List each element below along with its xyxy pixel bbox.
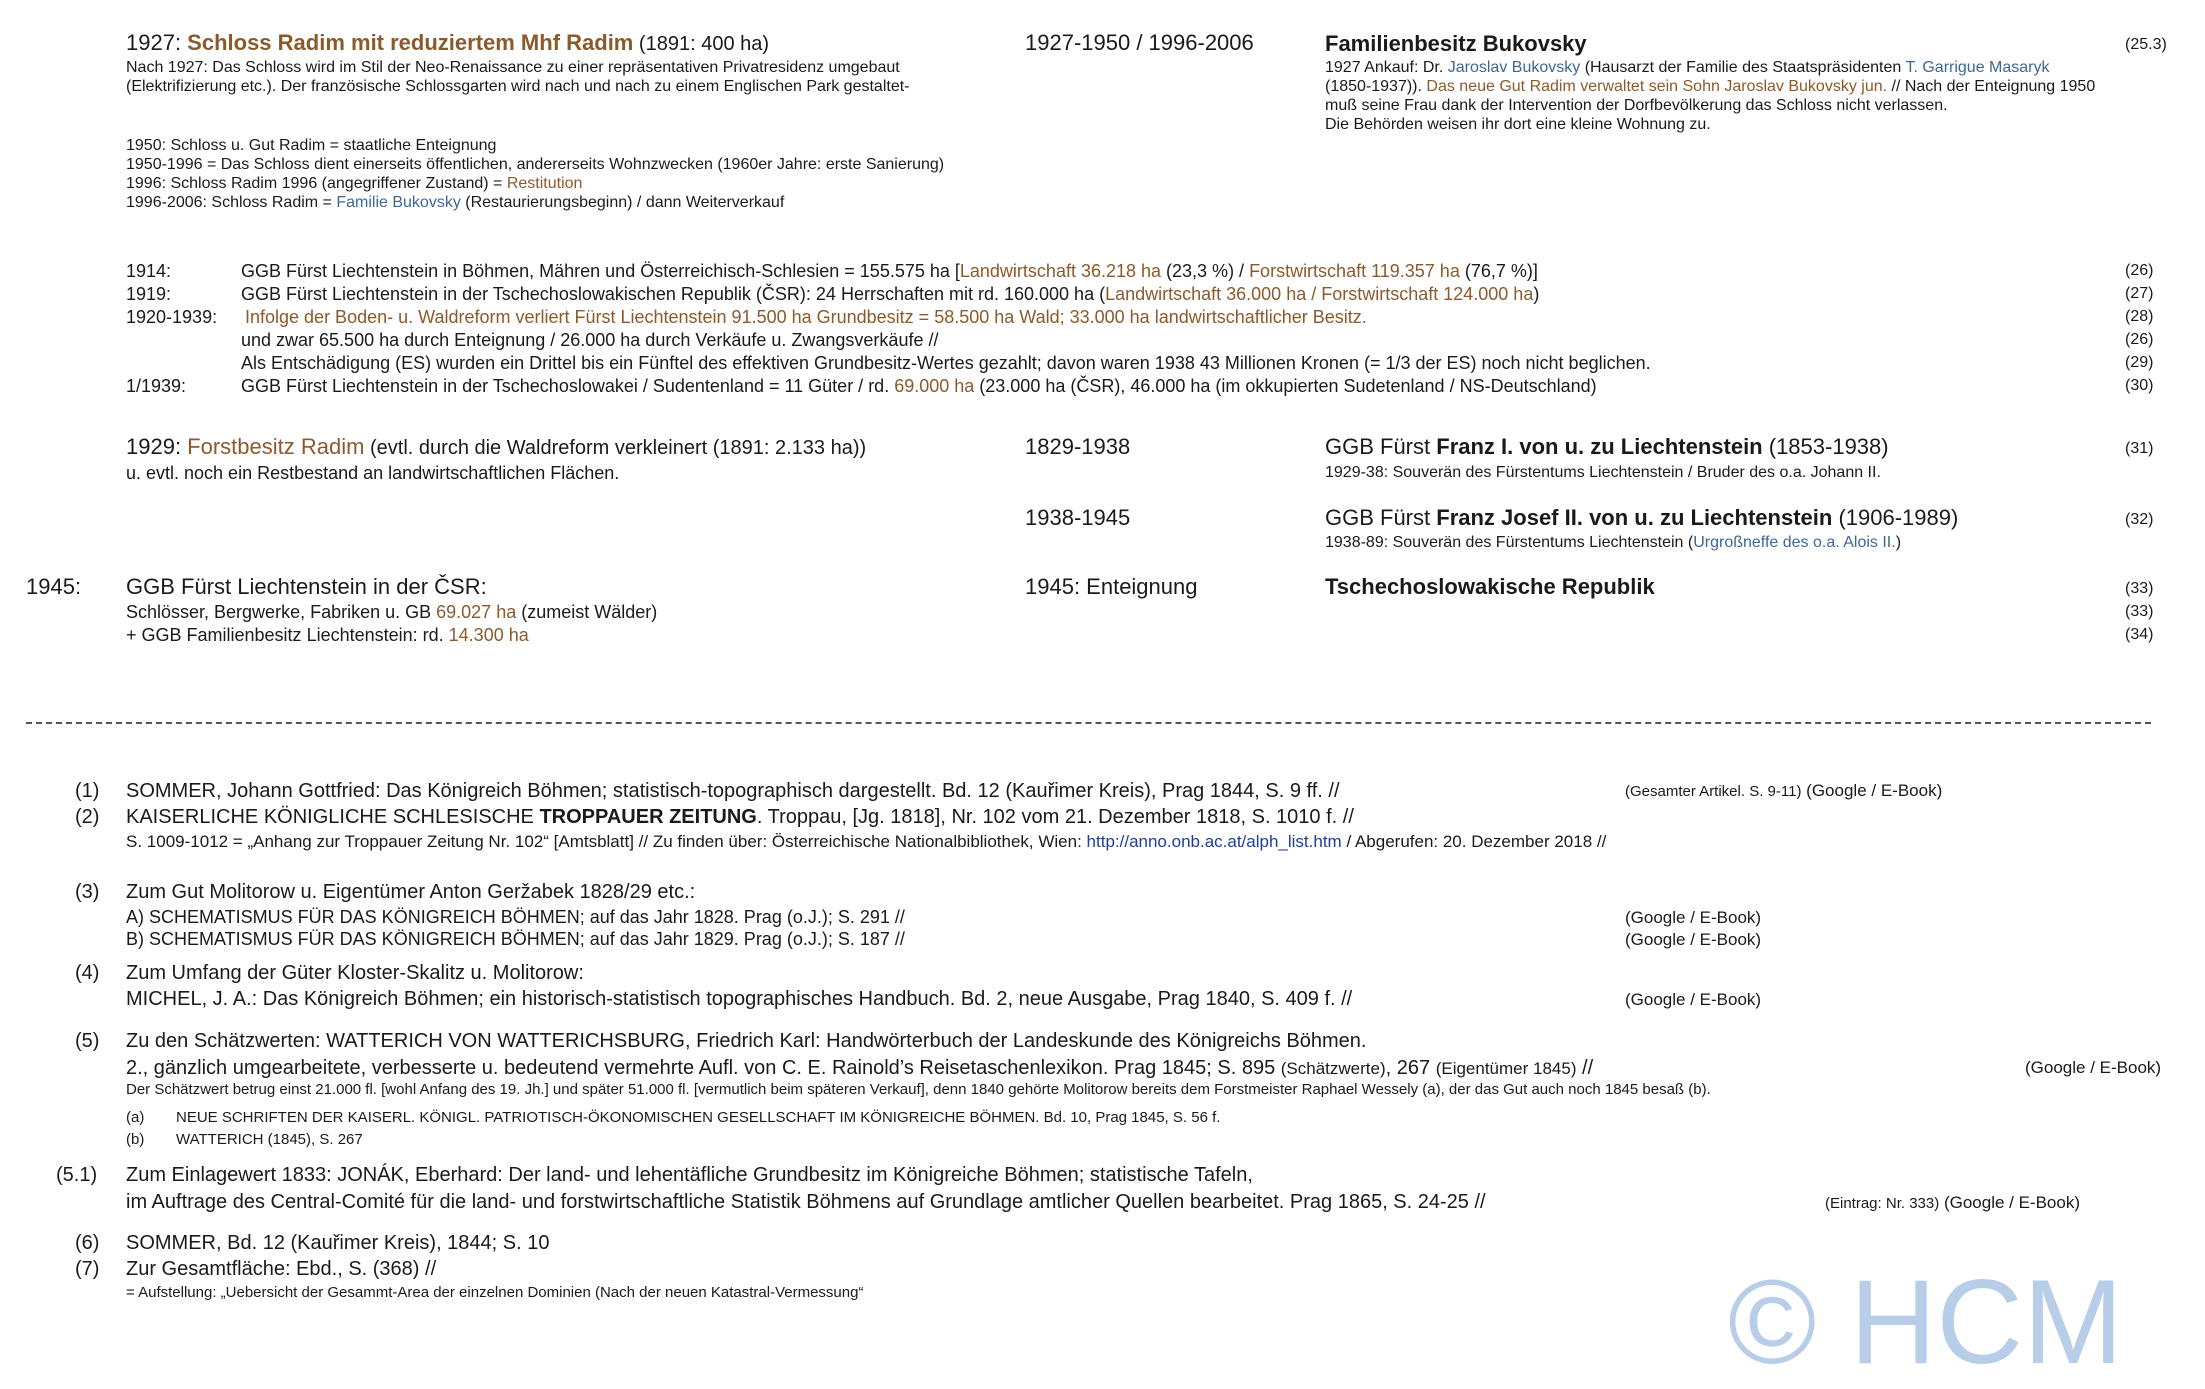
copyright-watermark: © HCM [1728,1255,2124,1389]
reference-number: (31) [2125,440,2154,457]
ref-number: (2) [75,806,100,828]
ref-footnote: NEUE SCHRIFTEN DER KAISERL. KÖNIGL. PATRIOTISCH-ÖKONOMISCHEN GESELLSCHAFT IM KÖNIGREICHE BÖHMEN. Bd. 10, Prag 1845, S. 56 f. [176,1109,1221,1126]
reference-number: (33) [2125,580,2154,597]
owner-sub: 1938-89: Souverän des Fürstentums Liechtenstein (Urgroßneffe des o.a. Alois II.) [1325,534,1902,551]
row-year: 1914: [126,261,172,281]
owner-description: 1927 Ankauf: Dr. Jaroslav Bukovsky (Hausarzt der Familie des Staatspräsidenten T. Garrigue Masaryk (1850-1937)). Das neue Gut Radim verwaltet sein Sohn Jaroslav Bukovsky jun. // Nach der Enteignung 1950 muß seine Frau dank der Intervention der Dorfbevölkerung das Schloss nicht verlassen. Die Behörden weisen ihr dort eine kleine Wohnung zu. [1325,59,2096,133]
ref-text: MICHEL, J. A.: Das Königreich Böhmen; ein historisch-statistisch topographisches Handbuch. Bd. 2, neue Ausgabe, Prag 1840, S. 409 f. // [126,988,1353,1010]
reference-number: (33) [2125,603,2154,620]
owner-name: Tschechoslowakische Republik [1325,574,1655,599]
ref-text: im Auftrage des Central-Comité für die land- und forstwirtschaftliche Statistik Böhmens auf Grundlage amtlicher Quellen bearbeitet. Prag 1865, S. 24-25 // [126,1191,1486,1213]
row-text: GGB Fürst Liechtenstein in Böhmen, Mähren und Österreichisch-Schlesien = 155.575 ha [Landwirtschaft 36.218 ha (23,3 %) / Forstwirtschaft 119.357 ha (76,7 %)] [241,261,1538,281]
ref-number: (5.1) [56,1164,98,1186]
history-line: 1950-1996 = Das Schloss dient einerseits öffentlichen, andererseits Wohnzwecken (1960er Jahre: erste Sanierung) [126,156,945,173]
ref-number: (3) [75,881,100,903]
owner-name: Familienbesitz Bukovsky [1325,31,1587,56]
row-text: GGB Fürst Liechtenstein in der Tschechoslowakischen Republik (ČSR): 24 Herrschaften mit rd. 160.000 ha (Landwirtschaft 36.000 ha / Forstwirtschaft 124.000 ha) [241,284,1540,304]
row-text: Als Entschädigung (ES) wurden ein Drittel bis ein Fünftel des effektiven Grundbesitz-Wertes gezahlt; davon waren 1938 43 Millionen Kronen (= 1/3 der ES) noch nicht beglichen. [241,353,1651,373]
ref-subtext: S. 1009-1012 = „Anhang zur Troppauer Zeitung Nr. 102“ [Amtsblatt] // Zu finden über: Österreichische Nationalbibliothek, Wien: http://anno.onb.ac.at/alph_list.htm / Abgerufen: 20. Dezember 2018 // [126,832,1607,851]
year-label: 1945: [26,574,82,599]
ref-text: Zum Einlagewert 1833: JONÁK, Eberhard: Der land- und lehentäfliche Grundbesitz im Königreiche Böhmen; statistische Tafeln, [126,1164,1253,1186]
ref-footnote-label: (a) [126,1109,145,1126]
reference-number: (29) [2125,354,2154,371]
ref-footnote: WATTERICH (1845), S. 267 [176,1131,363,1148]
section-1929-sub: u. evtl. noch ein Restbestand an landwirtschaftlichen Flächen. [126,463,620,483]
ref-text: KAISERLICHE KÖNIGLICHE SCHLESISCHE TROPPAUER ZEITUNG. Troppau, [Jg. 1818], Nr. 102 vom 21. Dezember 1818, S. 1010 f. // [126,806,1354,828]
section-1945-heading: GGB Fürst Liechtenstein in der ČSR: [126,574,487,599]
ref-number: (6) [75,1232,100,1254]
owner-period: 1938-1945 [1025,505,1131,530]
ref-text: Zum Umfang der Güter Kloster-Skalitz u. Molitorow: [126,962,584,984]
row-text: GGB Fürst Liechtenstein in der Tschechoslowakei / Sudentenland = 11 Güter / rd. 69.000 ha (23.000 ha (ČSR), 46.000 ha (im okkupierten Sudetenland / NS-Deutschland) [241,376,1597,396]
owner-name: GGB Fürst Franz I. von u. zu Liechtenstein (1853-1938) [1325,434,1889,459]
ref-text: Zur Gesamtfläche: Ebd., S. (368) // [126,1258,437,1280]
ref-subtext: A) SCHEMATISMUS FÜR DAS KÖNIGREICH BÖHMEN; auf das Jahr 1828. Prag (o.J.); S. 291 // [126,907,905,927]
row-year: 1919: [126,284,172,304]
source-link[interactable]: http://anno.onb.ac.at/alph_list.htm [1086,832,1342,851]
section-1945-line: + GGB Familienbesitz Liechtenstein: rd. 14.300 ha [126,625,529,645]
section-1927-desc [126,58,909,96]
reference-number: (26) [2125,262,2154,279]
reference-number: (34) [2125,626,2154,643]
ref-source: (Google / E-Book) [2025,1058,2162,1077]
ref-source: (Gesamter Artikel. S. 9-11) (Google / E-Book) [1625,781,1943,800]
ref-text: Zum Gut Molitorow u. Eigentümer Anton Geržabek 1828/29 etc.: [126,881,696,903]
row-year: 1/1939: [126,376,187,396]
later-history [126,136,944,212]
ref-text: SOMMER, Bd. 12 (Kauřimer Kreis), 1844; S. 10 [126,1232,550,1254]
section-1927-heading [126,30,769,56]
ref-text: 2., gänzlich umgearbeitete, verbesserte u. bedeutend vermehrte Aufl. von C. E. Rainold’s Reisetaschenlexikon. Prag 1845; S. 895 (Schätzwerte), 267 (Eigentümer 1845) // [126,1057,1594,1079]
history-line: 1996: Schloss Radim 1996 (angegriffener Zustand) = Restitution [126,175,583,192]
ref-number: (5) [75,1030,100,1052]
owner-period: 1829-1938 [1025,434,1131,459]
year-label: 1927: [126,30,188,55]
ref-source: (Eintrag: Nr. 333) (Google / E-Book) [1825,1193,2080,1212]
ref-number: (4) [75,962,100,984]
owner-period: 1927-1950 / 1996-2006 [1025,30,1254,55]
ref-subtext: = Aufstellung: „Uebersicht der Gesammt-Area der einzelnen Dominien (Nach der neuen Katastral-Vermessung“ [126,1284,864,1301]
reference-number: (26) [2125,331,2154,348]
reference-number: (28) [2125,308,2154,325]
ref-source: (Google / E-Book) [1625,990,1762,1009]
reference-number: (27) [2125,285,2154,302]
desc-line: (Elektrifizierung etc.). Der französische Schlossgarten wird nach und nach zu einem Englischen Park gestaltet- [126,78,910,95]
ref-text: SOMMER, Johann Gottfried: Das Königreich Böhmen; statistisch-topographisch dargestellt. Bd. 12 (Kauřimer Kreis), Prag 1844, S. 9 ff. // [126,780,1340,802]
area-note: (1891: 400 ha) [633,33,770,55]
ref-number: (1) [75,780,100,802]
history-line: 1996-2006: Schloss Radim = Familie Bukovsky (Restaurierungsbeginn) / dann Weiterverkauf [126,194,785,211]
ref-text: Zu den Schätzwerten: WATTERICH VON WATTERICHSBURG, Friedrich Karl: Handwörterbuch der Landeskunde des Königreichs Böhmen. [126,1030,1367,1052]
estate-title: Schloss Radim mit reduziertem Mhf Radim [187,30,634,55]
ref-subtext: Der Schätzwert betrug einst 21.000 fl. [wohl Anfang des 19. Jh.] und später 51.000 fl. [vermutlich beim späteren Verkauf], denn 1840 gehörte Molitorow bereits dem Forstmeister Raphael Wessely (a), der das Gut auch noch 1845 besaß (b). [126,1081,1711,1098]
owner-period: 1945: Enteignung [1025,574,1198,599]
desc-line: Nach 1927: Das Schloss wird im Stil der Neo-Renaissance zu einer repräsentativen Privatresidenz umgebaut [126,59,900,76]
row-year: 1920-1939: [126,307,218,327]
ref-source: (Google / E-Book) [1625,930,1762,949]
ref-source: (Google / E-Book) [1625,908,1762,927]
section-divider [26,722,2151,724]
owner-sub: 1929-38: Souverän des Fürstentums Liechtenstein / Bruder des o.a. Johann II. [1325,464,1881,481]
reference-number: (25.3) [2125,36,2167,53]
owner-name: GGB Fürst Franz Josef II. von u. zu Liechtenstein (1906-1989) [1325,505,1959,530]
ref-subtext: B) SCHEMATISMUS FÜR DAS KÖNIGREICH BÖHMEN; auf das Jahr 1829. Prag (o.J.); S. 187 // [126,929,905,949]
history-line: 1950: Schloss u. Gut Radim = staatliche Enteignung [126,137,497,154]
section-1929-heading: 1929: Forstbesitz Radim (evtl. durch die Waldreform verkleinert (1891: 2.133 ha)) [126,434,867,459]
row-text: und zwar 65.500 ha durch Enteignung / 26.000 ha durch Verkäufe u. Zwangsverkäufe // [241,330,939,350]
ref-number: (7) [75,1258,100,1280]
section-1945-line: Schlösser, Bergwerke, Fabriken u. GB 69.027 ha (zumeist Wälder) [126,602,658,622]
reference-number: (30) [2125,377,2154,394]
row-text: Infolge der Boden- u. Waldreform verliert Fürst Liechtenstein 91.500 ha Grundbesitz = 58.500 ha Wald; 33.000 ha landwirtschaftlicher Besitz. [245,307,1367,327]
reference-number: (32) [2125,511,2154,528]
ref-footnote-label: (b) [126,1131,145,1148]
